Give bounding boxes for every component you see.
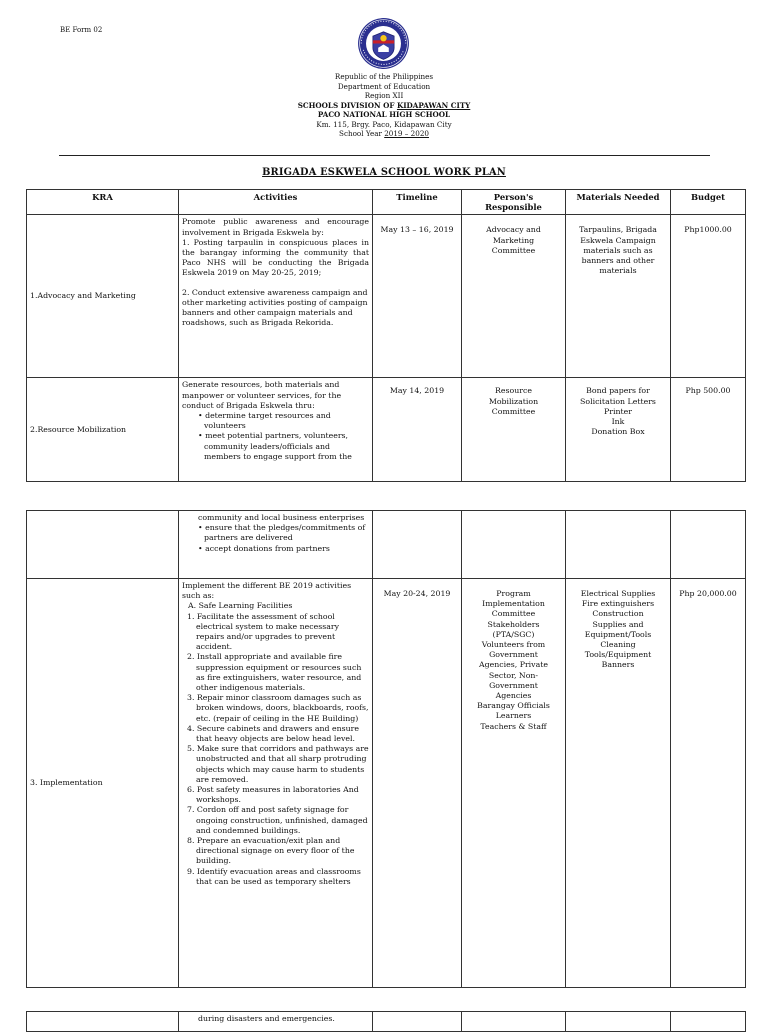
table-header-row (27, 190, 746, 215)
materials-cell: Tarpaulins, Brigada Eskwela Campaign materials such as banners and other materials (566, 215, 671, 378)
school-address: Km. 115, Brgy. Paco, Kidapawan City (316, 119, 452, 129)
kra-cell: 3. Implementation (27, 579, 179, 988)
materials-cell (566, 511, 671, 579)
persons-cell: Program Implementation Committee Stakeholders (PTA/SGC) Volunteers from Government Agencies, Private Sector, Non- Government Agencies Barangay Officials Learners Teachers & Staff (462, 579, 566, 988)
col-header-activities: Activities (179, 190, 373, 215)
school-name: PACO NATIONAL HIGH SCHOOL (317, 110, 451, 119)
timeline-cell (373, 1012, 462, 1032)
persons-cell (462, 511, 566, 579)
activities-cell: during disasters and emergencies. (179, 1012, 373, 1032)
table-row (27, 511, 746, 579)
col-header-kra: KRA (27, 190, 179, 215)
timeline-cell: May 20-24, 2019 (373, 579, 462, 988)
table-row (27, 215, 746, 378)
col-header-persons: Person's Responsible (462, 190, 566, 215)
materials-cell: Electrical Supplies Fire extinguishers Construction Supplies and Equipment/Tools Cleaning Tools/Equipment Banners (566, 579, 671, 988)
timeline-cell: May 13 – 16, 2019 (373, 215, 462, 378)
budget-cell (671, 511, 746, 579)
division-line: SCHOOLS DIVISION OF KIDAPAWAN CITY (297, 100, 471, 110)
kra-cell: 1.Advocacy and Marketing (27, 215, 179, 378)
republic-line: Republic of the Philippines (334, 72, 434, 81)
work-plan-table-page-3 (26, 1011, 746, 1032)
col-header-timeline: Timeline (373, 190, 462, 215)
form-number: BE Form 02 (60, 26, 103, 34)
work-plan-table-page-2 (26, 510, 746, 988)
region-line: Region XII (364, 91, 404, 100)
activities-cell: Implement the different BE 2019 activities such as: A. Safe Learning Facilities 1. Facilitate the assessment of school electrical system to make necessary repairs and/or upgrades to prevent accident. 2. Install appropriate and available fire suppression equipment or resources such as fire extinguishers, water resource, and other indigenous materials. 3. Repair minor classroom damages such as broken windows, doors, blackboards, roofs, etc. (repair of ceiling in the HE Building) 4. Secure cabinets and drawers and ensure that heavy objects are below head level. 5. Make sure that corridors and pathways are unobstructed and that all sharp protruding objects which may cause harm to students are removed. 6. Post safety measures in laboratories And workshops. 7. Cordon off and post safety signage for ongoing construction, unfinished, damaged and condemned buildings. 8. Prepare an evacuation/exit plan and directional signage on every floor of the building. 9. Identify evacuation areas and classrooms that can be used as temporary shelters (179, 579, 373, 988)
kra-cell (27, 511, 179, 579)
table-row (27, 378, 746, 482)
document-title: BRIGADA ESKWELA SCHOOL WORK PLAN (262, 167, 506, 178)
school-year: School Year 2019 – 2020 (339, 129, 429, 138)
persons-cell: Advocacy and Marketing Committee (462, 215, 566, 378)
department-line: Department of Education (337, 81, 431, 91)
kra-cell (27, 1012, 179, 1032)
work-plan-table-page-1 (26, 189, 746, 482)
table-row (27, 579, 746, 988)
materials-cell (566, 1012, 671, 1032)
activities-cell: Generate resources, both materials and manpower or volunteer services, for the conduct of Brigada Eskwela thru: • determine target resources and volunteers • meet potential partners, volunteers, community leaders/officials and members to engage support from the (179, 378, 373, 482)
col-header-materials: Materials Needed (566, 190, 671, 215)
activities-cell: Promote public awareness and encourage involvement in Brigada Eskwela by: 1. Posting tarpaulin in conspicuous places in the barangay informing the community that Paco NHS will be conducting the Brigada Eskwela 2019 on May 20-25, 2019; 2. Conduct extensive awareness campaign and other marketing activities posting of campaign banners and other campaign materials and roadshows, such as Brigada Rekorida. (179, 215, 373, 378)
budget-cell (671, 1012, 746, 1032)
col-header-budget: Budget (671, 190, 746, 215)
letterhead (0, 72, 768, 139)
deped-seal-logo (357, 17, 410, 70)
kra-cell: 2.Resource Mobilization (27, 378, 179, 482)
materials-cell: Bond papers for Solicitation Letters Printer Ink Donation Box (566, 378, 671, 482)
timeline-cell: May 14, 2019 (373, 378, 462, 482)
header-divider (59, 155, 710, 156)
activities-cell: community and local business enterprises • ensure that the pledges/commitments of partners are delivered • accept donations from partners (179, 511, 373, 579)
budget-cell: Php 20,000.00 (671, 579, 746, 988)
persons-cell: Resource Mobilization Committee (462, 378, 566, 482)
budget-cell: Php1000.00 (671, 215, 746, 378)
persons-cell (462, 1012, 566, 1032)
table-row (27, 1012, 746, 1032)
timeline-cell (373, 511, 462, 579)
budget-cell: Php 500.00 (671, 378, 746, 482)
